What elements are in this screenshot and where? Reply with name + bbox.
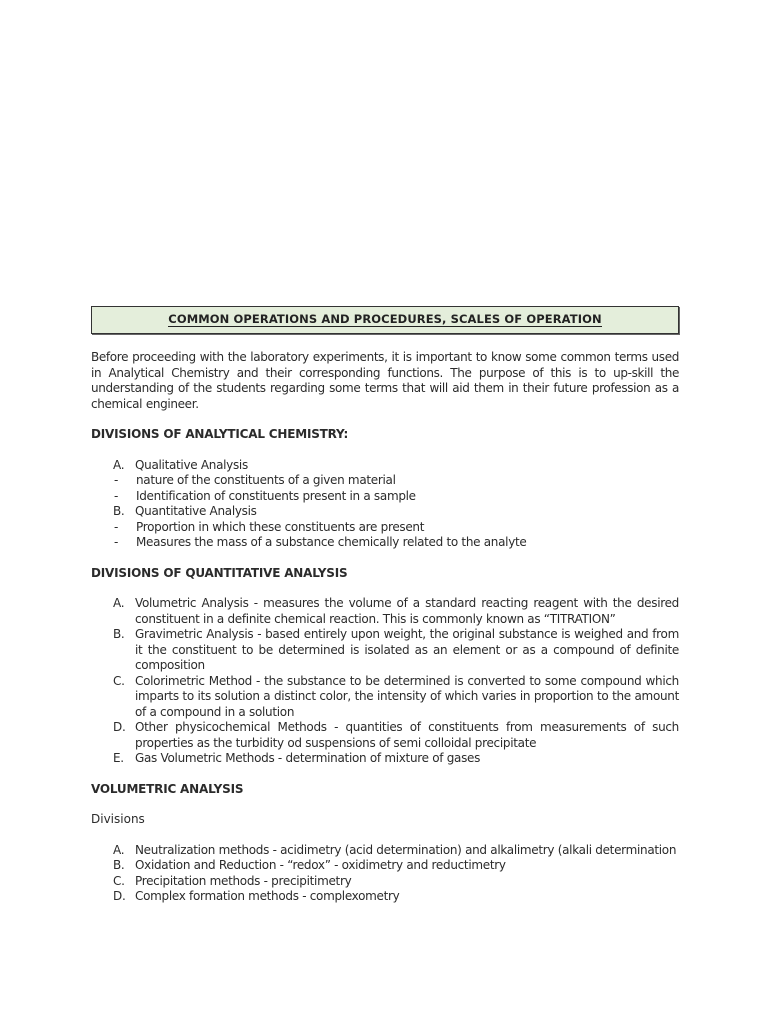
list-item (91, 504, 679, 520)
list-text: Precipitation methods - precipitimetry (135, 873, 352, 888)
list-text: Gravimetric Analysis - based entirely upon weight, the original substance is weighed and from it the constituent to be determined is isolated as an element or as a compound of definite composition (135, 627, 679, 672)
list-item (91, 674, 679, 721)
list-text: Other physicochemical Methods - quantities of constituents from measurements of such properties as the turbidity od suspensions of semi colloidal precipitate (135, 720, 679, 750)
list-item (91, 874, 679, 890)
list-text: Identification of constituents present in a sample (136, 488, 416, 503)
list-marker: E. (113, 751, 124, 765)
section-heading-quantitative: DIVISIONS OF QUANTITATIVE ANALYSIS (91, 565, 348, 580)
section-heading-analytical: DIVISIONS OF ANALYTICAL CHEMISTRY: (91, 427, 349, 441)
list-item (91, 596, 679, 627)
list-text: nature of the constituents of a given material (136, 473, 396, 487)
title-box (91, 306, 679, 334)
list-marker: A. (113, 842, 125, 857)
list-text: Proportion in which these constituents are present (136, 519, 425, 534)
list-text: Neutralization methods - acidimetry (acid determination) and alkalimetry (alkali determination (135, 842, 677, 857)
list-marker: A. (113, 596, 125, 610)
list-marker: - (114, 488, 119, 503)
list-item (91, 458, 679, 474)
list-volumetric (91, 843, 679, 905)
document-title: COMMON OPERATIONS AND PROCEDURES, SCALES OF OPERATION (168, 312, 602, 326)
list-text: Volumetric Analysis - measures the volume of a standard reacting reagent with the desired constituent in a definite chemical reaction. This is commonly known as “TITRATION” (135, 596, 679, 626)
list-analytical (91, 458, 679, 551)
list-text: Gas Volumetric Methods - determination of mixture of gases (135, 751, 481, 765)
list-text: Measures the mass of a substance chemically related to the analyte (136, 535, 527, 549)
list-marker: C. (113, 873, 125, 888)
section-heading-volumetric: VOLUMETRIC ANALYSIS (91, 781, 244, 796)
list-quantitative (91, 596, 679, 767)
list-marker: B. (113, 627, 125, 641)
list-text: Colorimetric Method - the substance to be determined is converted to some compound which imparts to its solution a distinct color, the intensity of which varies in proportion to the amount of a compound in a solution (135, 673, 679, 719)
list-item (91, 535, 679, 551)
list-marker: D. (113, 720, 126, 734)
list-item (91, 627, 679, 674)
list-item (91, 489, 679, 505)
list-item (91, 843, 679, 859)
intro-paragraph: Before proceeding with the laboratory experiments, it is important to know some common terms used in Analytical Chemistry and their corresponding functions. The purpose of this is to up-skill the understanding of the students regarding some terms that will aid them in their future profession as a chemical engineer. (91, 350, 679, 411)
list-marker: A. (113, 457, 125, 472)
list-marker: B. (113, 504, 125, 518)
list-text: Complex formation methods - complexometry (135, 889, 400, 903)
list-item (91, 889, 679, 905)
list-item (91, 720, 679, 751)
list-item (91, 751, 679, 767)
list-marker: - (114, 535, 119, 549)
list-item (91, 473, 679, 489)
list-marker: B. (113, 858, 125, 872)
list-item (91, 520, 679, 536)
list-text: Oxidation and Reduction - “redox” - oxidimetry and reductimetry (135, 858, 506, 872)
list-marker: - (114, 473, 119, 487)
document-page (91, 306, 679, 905)
list-item (91, 858, 679, 874)
list-text: Quantitative Analysis (135, 504, 257, 518)
list-marker: - (114, 519, 119, 534)
list-marker: D. (113, 889, 126, 903)
divisions-label: Divisions (91, 812, 145, 826)
list-marker: C. (113, 673, 125, 688)
list-text: Qualitative Analysis (135, 457, 248, 472)
